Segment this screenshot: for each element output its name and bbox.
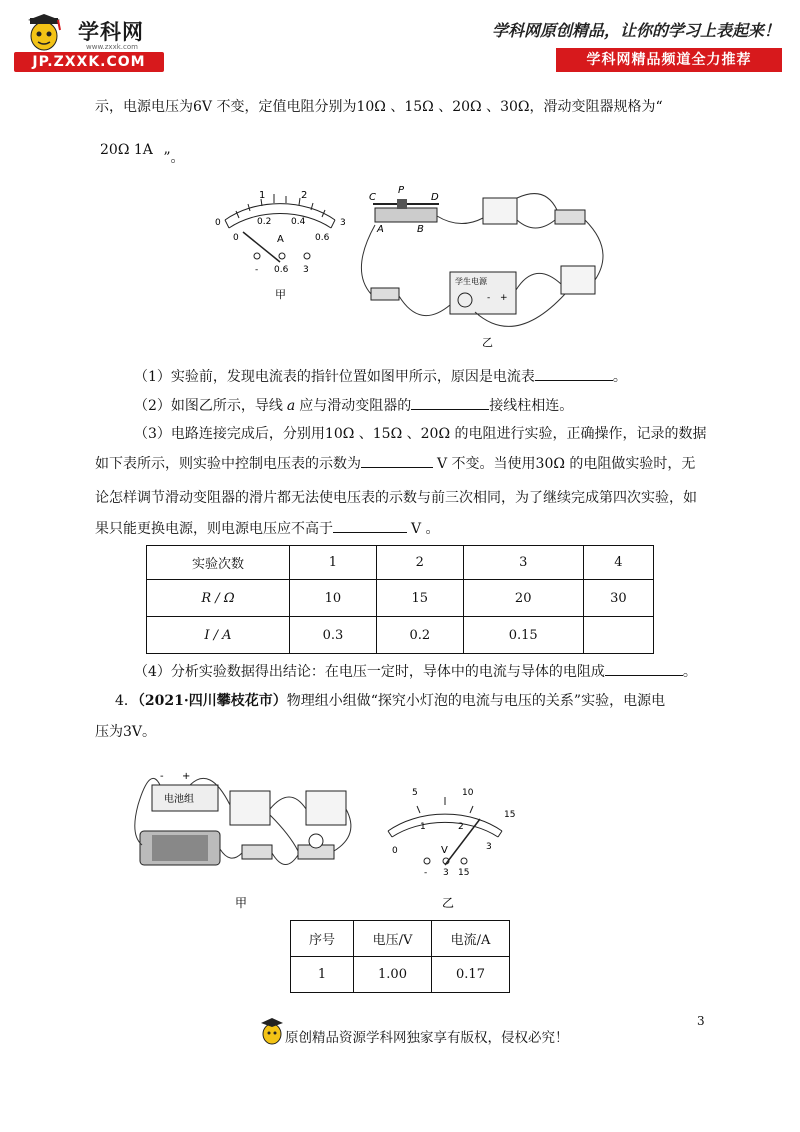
v-terminal-minus: - (424, 868, 428, 878)
voltmeter-dial (388, 788, 515, 910)
voltmeter-top-5: 5 (412, 788, 418, 798)
intro-line-1: 示，电源电压为6V 不变，定值电阻分别为10Ω 、15Ω 、20Ω 、30Ω，滑动变阻器规格为“ (95, 99, 663, 115)
ammeter-unit: A (277, 234, 284, 245)
data-table-1 (146, 545, 654, 654)
rheostat-a: A (377, 224, 384, 235)
mascot-icon (260, 1016, 284, 1046)
answer-blank-4[interactable] (333, 518, 407, 533)
figure2-label-jia: 甲 (235, 896, 248, 910)
power-plus: + (500, 293, 508, 303)
ammeter-bottom-02: 0.2 (257, 217, 272, 227)
voltmeter-top-10: 10 (462, 788, 474, 798)
table-header-row: 序号 电压/V 电流/A (291, 921, 510, 957)
empty-answer-cell[interactable] (583, 617, 653, 654)
ammeter-end-0: 0 (215, 218, 221, 228)
power-label: 学生电源 (455, 277, 487, 286)
voltmeter-bottom-2: 2 (458, 822, 464, 832)
site-logo[interactable] (14, 14, 164, 74)
data-table-2 (290, 920, 510, 993)
problem-4-source: （2021·四川攀枝花市） (137, 693, 287, 709)
v-terminal-3: 3 (443, 868, 449, 878)
voltmeter-unit: V (441, 845, 448, 856)
rheostat-b: B (417, 224, 424, 235)
terminal-minus: - (255, 265, 259, 275)
question-2: （2）如图乙所示，导线 a 应与滑动变阻器的 接线柱相连。 (134, 395, 573, 416)
intro-line-2-end: ”。 (163, 150, 185, 166)
answer-blank-3[interactable] (361, 453, 433, 468)
terminal-3: 3 (303, 265, 309, 275)
voltmeter-end-15: 15 (504, 810, 516, 820)
header-slogan: 学科网原创精品，让你的学习上表起来！ (491, 21, 780, 40)
table-row: I / A 0.3 0.2 0.15 (147, 617, 654, 654)
header-banner: 学科网精品频道全力推荐 (556, 48, 782, 72)
rheostat-c: C (369, 192, 376, 203)
wire-label-a: a (286, 398, 296, 414)
terminal-06: 0.6 (274, 265, 289, 275)
voltmeter-bottom-3: 3 (486, 842, 492, 852)
answer-blank-2[interactable] (411, 395, 489, 410)
table-row: R / Ω 10 15 20 30 (147, 580, 654, 617)
ammeter-top-1: 1 (259, 190, 266, 201)
rheostat-p: P (398, 185, 405, 196)
power-minus: - (487, 293, 491, 303)
figure-1 (205, 180, 625, 350)
ammeter-top-2: 2 (301, 190, 308, 201)
question-3-line-2: 如下表所示，则实验中控制电压表的示数为 V 不变。当使用30Ω 的电阻做实验时，无 (95, 453, 695, 474)
battery-label: 电池组 (164, 794, 194, 805)
answer-blank-5[interactable] (605, 661, 683, 676)
figure-2 (130, 765, 530, 915)
voltmeter-bottom-0: 0 (392, 846, 398, 856)
logo-subtext: www.zxxk.com (86, 43, 138, 51)
answer-blank-1[interactable] (535, 366, 613, 381)
question-3-line-3: 论怎样调节滑动变阻器的滑片都无法使电压表的示数与前三次相同，为了继续完成第四次实验，如 (95, 490, 697, 506)
table-header-row: 实验次数 1 2 3 4 (147, 546, 654, 580)
ammeter-end-3: 3 (340, 218, 346, 228)
question-3-line-1: （3）电路连接完成后，分别用10Ω 、15Ω 、20Ω 的电阻进行实验，正确操作，记录的数据 (134, 426, 707, 442)
v-terminal-15: 15 (458, 868, 470, 878)
ammeter-bottom-06: 0.6 (315, 233, 330, 243)
question-3-line-4: 果只能更换电源，则电源电压应不高于 V 。 (95, 518, 440, 539)
circuit-jia (135, 771, 351, 910)
circuit-yi (361, 185, 603, 349)
ammeter-dial (215, 190, 346, 301)
figure2-label-yi: 乙 (442, 896, 455, 910)
ammeter-bottom-04: 0.4 (291, 217, 306, 227)
question-4: （4）分析实验数据得出结论：在电压一定时，导体中的电流与导体的电阻成 。 (134, 661, 697, 682)
logo-url-banner: JP.ZXXK.COM (14, 52, 164, 72)
ammeter-needle (243, 232, 280, 262)
intro-line-2 (100, 140, 185, 166)
rheostat-spec: 20Ω 1A (100, 142, 153, 158)
problem-4-line-2: 压为3V。 (95, 724, 157, 740)
battery-minus: - (160, 771, 164, 782)
figure1-label-yi: 乙 (482, 336, 493, 349)
mascot-icon (20, 14, 76, 54)
figure1-label-jia: 甲 (275, 288, 286, 301)
problem-4-line-1: 4．（2021·四川攀枝花市）物理组小组做“探究小灯泡的电流与电压的关系”实验，电源电 (115, 693, 666, 709)
voltmeter-bottom-1: 1 (420, 822, 426, 832)
footer-copyright: 原创精品资源学科网独家享有版权，侵权必究！ (285, 1030, 569, 1046)
ammeter-bottom-0: 0 (233, 233, 239, 243)
page-number: 3 (697, 1014, 705, 1028)
table-row: 1 1.00 0.17 (291, 957, 510, 993)
battery-plus: + (182, 771, 191, 782)
logo-text: 学科网 (78, 20, 144, 44)
question-1: （1）实验前，发现电流表的指针位置如图甲所示，原因是电流表 。 (134, 366, 627, 387)
rheostat-d: D (431, 192, 439, 203)
